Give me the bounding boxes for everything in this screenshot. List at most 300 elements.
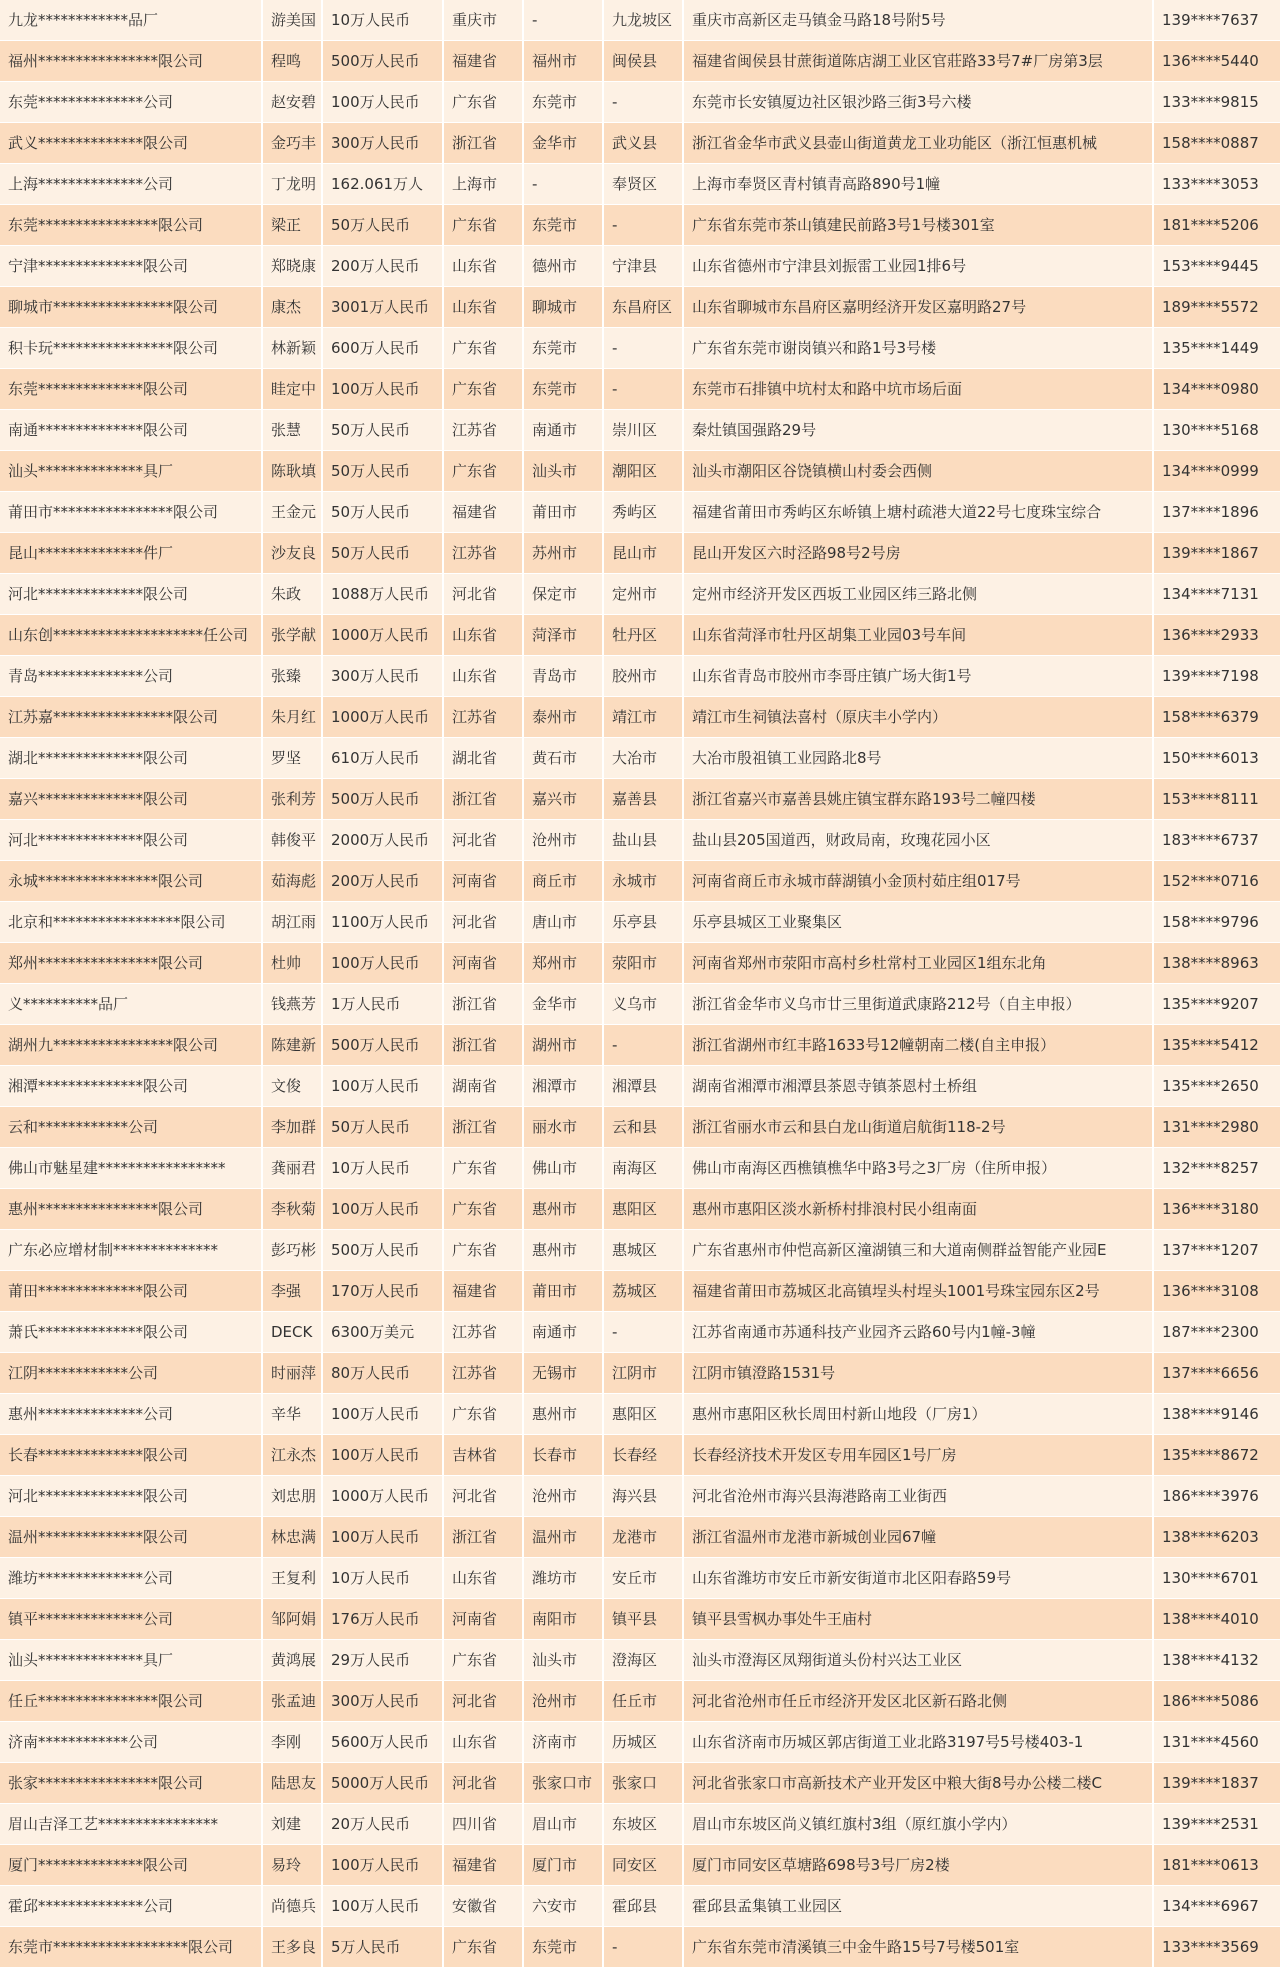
legal-person-cell: 陈建新 xyxy=(262,1025,322,1066)
address-cell: 浙江省金华市义乌市廿三里街道武康路212号（自主申报） xyxy=(683,984,1153,1025)
phone-cell: 181****5206 xyxy=(1153,205,1280,246)
district-cell: 张家口 xyxy=(603,1763,683,1804)
province-cell: 广东省 xyxy=(443,1148,523,1189)
phone-cell: 136****3180 xyxy=(1153,1189,1280,1230)
district-cell: 海兴县 xyxy=(603,1476,683,1517)
phone-cell: 153****8111 xyxy=(1153,779,1280,820)
table-row xyxy=(0,1681,1280,1722)
company-name-cell: 云和************公司 xyxy=(0,1107,262,1148)
legal-person-cell: 罗坚 xyxy=(262,738,322,779)
district-cell: - xyxy=(603,1312,683,1353)
company-name-cell: 永城****************限公司 xyxy=(0,861,262,902)
table-row xyxy=(0,0,1280,41)
address-cell: 惠州市惠阳区秋长周田村新山地段（厂房1） xyxy=(683,1394,1153,1435)
legal-person-cell: 钱燕芳 xyxy=(262,984,322,1025)
address-cell: 湖南省湘潭市湘潭县茶恩寺镇茶恩村土桥组 xyxy=(683,1066,1153,1107)
province-cell: 安徽省 xyxy=(443,1886,523,1927)
registered-capital-cell: 300万人民币 xyxy=(322,656,443,697)
table-row xyxy=(0,1353,1280,1394)
district-cell: 同安区 xyxy=(603,1845,683,1886)
district-cell: 荥阳市 xyxy=(603,943,683,984)
city-cell: 东莞市 xyxy=(523,205,603,246)
table-row xyxy=(0,164,1280,205)
phone-cell: 138****4132 xyxy=(1153,1640,1280,1681)
legal-person-cell: 尚德兵 xyxy=(262,1886,322,1927)
phone-cell: 153****9445 xyxy=(1153,246,1280,287)
company-name-cell: 惠州****************限公司 xyxy=(0,1189,262,1230)
address-cell: 河北省沧州市海兴县海港路南工业街西 xyxy=(683,1476,1153,1517)
province-cell: 福建省 xyxy=(443,492,523,533)
legal-person-cell: 李加群 xyxy=(262,1107,322,1148)
address-cell: 福建省莆田市秀屿区东峤镇上塘村疏港大道22号七度珠宝综合 xyxy=(683,492,1153,533)
phone-cell: 132****8257 xyxy=(1153,1148,1280,1189)
address-cell: 福建省闽侯县甘蔗街道陈店湖工业区官莊路33号7#厂房第3层 xyxy=(683,41,1153,82)
province-cell: 重庆市 xyxy=(443,0,523,41)
province-cell: 广东省 xyxy=(443,1189,523,1230)
province-cell: 山东省 xyxy=(443,246,523,287)
company-name-cell: 张家****************限公司 xyxy=(0,1763,262,1804)
phone-cell: 139****1867 xyxy=(1153,533,1280,574)
registered-capital-cell: 200万人民币 xyxy=(322,246,443,287)
phone-cell: 138****9146 xyxy=(1153,1394,1280,1435)
phone-cell: 187****2300 xyxy=(1153,1312,1280,1353)
table-row xyxy=(0,1148,1280,1189)
province-cell: 江苏省 xyxy=(443,1312,523,1353)
city-cell: 金华市 xyxy=(523,123,603,164)
company-name-cell: 东莞市******************限公司 xyxy=(0,1927,262,1968)
city-cell: 泰州市 xyxy=(523,697,603,738)
table-row xyxy=(0,1189,1280,1230)
address-cell: 汕头市潮阳区谷饶镇横山村委会西侧 xyxy=(683,451,1153,492)
phone-cell: 152****0716 xyxy=(1153,861,1280,902)
company-name-cell: 广东必应增材制************** xyxy=(0,1230,262,1271)
district-cell: 东坡区 xyxy=(603,1804,683,1845)
province-cell: 福建省 xyxy=(443,41,523,82)
province-cell: 浙江省 xyxy=(443,779,523,820)
city-cell: 东莞市 xyxy=(523,328,603,369)
registered-capital-cell: 200万人民币 xyxy=(322,861,443,902)
district-cell: 大冶市 xyxy=(603,738,683,779)
legal-person-cell: 胡江雨 xyxy=(262,902,322,943)
city-cell: 沧州市 xyxy=(523,1476,603,1517)
registered-capital-cell: 300万人民币 xyxy=(322,1681,443,1722)
city-cell: 南通市 xyxy=(523,410,603,451)
phone-cell: 135****8672 xyxy=(1153,1435,1280,1476)
phone-cell: 130****5168 xyxy=(1153,410,1280,451)
address-cell: 河南省商丘市永城市薛湖镇小金顶村茹庄组017号 xyxy=(683,861,1153,902)
city-cell: 惠州市 xyxy=(523,1394,603,1435)
city-cell: 佛山市 xyxy=(523,1148,603,1189)
registered-capital-cell: 100万人民币 xyxy=(322,1435,443,1476)
province-cell: 广东省 xyxy=(443,451,523,492)
table-row xyxy=(0,82,1280,123)
city-cell: 眉山市 xyxy=(523,1804,603,1845)
table-row xyxy=(0,1312,1280,1353)
company-name-cell: 武义**************限公司 xyxy=(0,123,262,164)
city-cell: 丽水市 xyxy=(523,1107,603,1148)
legal-person-cell: 时丽萍 xyxy=(262,1353,322,1394)
registered-capital-cell: 1000万人民币 xyxy=(322,697,443,738)
phone-cell: 133****3569 xyxy=(1153,1927,1280,1968)
city-cell: 沧州市 xyxy=(523,820,603,861)
registered-capital-cell: 300万人民币 xyxy=(322,123,443,164)
address-cell: 山东省青岛市胶州市李哥庄镇广场大街1号 xyxy=(683,656,1153,697)
phone-cell: 158****9796 xyxy=(1153,902,1280,943)
registered-capital-cell: 1万人民币 xyxy=(322,984,443,1025)
company-name-cell: 汕头**************具厂 xyxy=(0,451,262,492)
phone-cell: 158****6379 xyxy=(1153,697,1280,738)
city-cell: 湘潭市 xyxy=(523,1066,603,1107)
address-cell: 山东省潍坊市安丘市新安街道市北区阳春路59号 xyxy=(683,1558,1153,1599)
table-row xyxy=(0,451,1280,492)
province-cell: 吉林省 xyxy=(443,1435,523,1476)
company-name-cell: 济南************公司 xyxy=(0,1722,262,1763)
registered-capital-cell: 10万人民币 xyxy=(322,1148,443,1189)
company-name-cell: 温州**************限公司 xyxy=(0,1517,262,1558)
phone-cell: 138****8963 xyxy=(1153,943,1280,984)
legal-person-cell: 张孟迪 xyxy=(262,1681,322,1722)
province-cell: 山东省 xyxy=(443,1558,523,1599)
legal-person-cell: 易玲 xyxy=(262,1845,322,1886)
district-cell: 任丘市 xyxy=(603,1681,683,1722)
legal-person-cell: 眭定中 xyxy=(262,369,322,410)
district-cell: 惠阳区 xyxy=(603,1189,683,1230)
city-cell: 青岛市 xyxy=(523,656,603,697)
legal-person-cell: 江永杰 xyxy=(262,1435,322,1476)
registered-capital-cell: 1088万人民币 xyxy=(322,574,443,615)
address-cell: 盐山县205国道西，财政局南，玫瑰花园小区 xyxy=(683,820,1153,861)
phone-cell: 134****0980 xyxy=(1153,369,1280,410)
legal-person-cell: 杜帅 xyxy=(262,943,322,984)
address-cell: 浙江省金华市武义县壶山街道黄龙工业功能区（浙江恒惠机械 xyxy=(683,123,1153,164)
address-cell: 定州市经济开发区西坂工业园区纬三路北侧 xyxy=(683,574,1153,615)
province-cell: 河北省 xyxy=(443,902,523,943)
table-row xyxy=(0,1066,1280,1107)
registered-capital-cell: 500万人民币 xyxy=(322,779,443,820)
company-name-cell: 霍邱**************公司 xyxy=(0,1886,262,1927)
company-name-cell: 镇平**************公司 xyxy=(0,1599,262,1640)
table-row xyxy=(0,1722,1280,1763)
phone-cell: 135****2650 xyxy=(1153,1066,1280,1107)
province-cell: 广东省 xyxy=(443,1640,523,1681)
table-row xyxy=(0,1927,1280,1968)
city-cell: 南通市 xyxy=(523,1312,603,1353)
legal-person-cell: 李秋菊 xyxy=(262,1189,322,1230)
address-cell: 广东省东莞市茶山镇建民前路3号1号楼301室 xyxy=(683,205,1153,246)
table-row xyxy=(0,820,1280,861)
phone-cell: 158****0887 xyxy=(1153,123,1280,164)
table-row xyxy=(0,574,1280,615)
company-name-cell: 湘潭**************限公司 xyxy=(0,1066,262,1107)
province-cell: 河南省 xyxy=(443,1599,523,1640)
registered-capital-cell: 50万人民币 xyxy=(322,492,443,533)
district-cell: 义乌市 xyxy=(603,984,683,1025)
company-name-cell: 湖北**************限公司 xyxy=(0,738,262,779)
district-cell: 云和县 xyxy=(603,1107,683,1148)
address-cell: 山东省德州市宁津县刘振雷工业园1排6号 xyxy=(683,246,1153,287)
province-cell: 河北省 xyxy=(443,1763,523,1804)
table-row xyxy=(0,1271,1280,1312)
address-cell: 霍邱县孟集镇工业园区 xyxy=(683,1886,1153,1927)
legal-person-cell: 茹海彪 xyxy=(262,861,322,902)
city-cell: 惠州市 xyxy=(523,1189,603,1230)
district-cell: 闽侯县 xyxy=(603,41,683,82)
address-cell: 河北省张家口市高新技术产业开发区中粮大街8号办公楼二楼C xyxy=(683,1763,1153,1804)
legal-person-cell: 张学献 xyxy=(262,615,322,656)
table-row xyxy=(0,1476,1280,1517)
company-name-cell: 河北**************限公司 xyxy=(0,574,262,615)
company-name-cell: 惠州**************公司 xyxy=(0,1394,262,1435)
registered-capital-cell: 10万人民币 xyxy=(322,0,443,41)
phone-cell: 131****2980 xyxy=(1153,1107,1280,1148)
legal-person-cell: 张利芳 xyxy=(262,779,322,820)
province-cell: 山东省 xyxy=(443,1722,523,1763)
table-row xyxy=(0,779,1280,820)
city-cell: 沧州市 xyxy=(523,1681,603,1722)
company-name-cell: 福州****************限公司 xyxy=(0,41,262,82)
legal-person-cell: 龚丽君 xyxy=(262,1148,322,1189)
registered-capital-cell: 50万人民币 xyxy=(322,1107,443,1148)
address-cell: 河北省沧州市任丘市经济开发区北区新石路北侧 xyxy=(683,1681,1153,1722)
city-cell: 唐山市 xyxy=(523,902,603,943)
address-cell: 浙江省嘉兴市嘉善县姚庄镇宝群东路193号二幢四楼 xyxy=(683,779,1153,820)
table-row xyxy=(0,369,1280,410)
company-name-cell: 北京和*****************限公司 xyxy=(0,902,262,943)
province-cell: 广东省 xyxy=(443,1394,523,1435)
company-name-cell: 汕头**************具厂 xyxy=(0,1640,262,1681)
province-cell: 四川省 xyxy=(443,1804,523,1845)
district-cell: 历城区 xyxy=(603,1722,683,1763)
address-cell: 山东省菏泽市牡丹区胡集工业园03号车间 xyxy=(683,615,1153,656)
province-cell: 河南省 xyxy=(443,861,523,902)
district-cell: 澄海区 xyxy=(603,1640,683,1681)
address-cell: 大冶市殷祖镇工业园路北8号 xyxy=(683,738,1153,779)
district-cell: 胶州市 xyxy=(603,656,683,697)
address-cell: 靖江市生祠镇法喜村（原庆丰小学内） xyxy=(683,697,1153,738)
registered-capital-cell: 50万人民币 xyxy=(322,451,443,492)
table-row xyxy=(0,861,1280,902)
district-cell: 惠城区 xyxy=(603,1230,683,1271)
province-cell: 河北省 xyxy=(443,1681,523,1722)
registered-capital-cell: 50万人民币 xyxy=(322,205,443,246)
district-cell: - xyxy=(603,369,683,410)
phone-cell: 139****2531 xyxy=(1153,1804,1280,1845)
province-cell: 浙江省 xyxy=(443,1025,523,1066)
phone-cell: 137****1896 xyxy=(1153,492,1280,533)
province-cell: 山东省 xyxy=(443,656,523,697)
legal-person-cell: 刘建 xyxy=(262,1804,322,1845)
city-cell: 菏泽市 xyxy=(523,615,603,656)
district-cell: 昆山市 xyxy=(603,533,683,574)
province-cell: 浙江省 xyxy=(443,1107,523,1148)
company-name-cell: 东莞****************限公司 xyxy=(0,205,262,246)
table-row xyxy=(0,1845,1280,1886)
registered-capital-cell: 100万人民币 xyxy=(322,82,443,123)
company-name-cell: 任丘****************限公司 xyxy=(0,1681,262,1722)
table-row xyxy=(0,1230,1280,1271)
province-cell: 河北省 xyxy=(443,820,523,861)
legal-person-cell: 赵安碧 xyxy=(262,82,322,123)
district-cell: - xyxy=(603,328,683,369)
company-name-cell: 聊城市****************限公司 xyxy=(0,287,262,328)
registered-capital-cell: 100万人民币 xyxy=(322,1517,443,1558)
registered-capital-cell: 1100万人民币 xyxy=(322,902,443,943)
province-cell: 浙江省 xyxy=(443,123,523,164)
city-cell: 长春市 xyxy=(523,1435,603,1476)
province-cell: 山东省 xyxy=(443,615,523,656)
registered-capital-cell: 3001万人民币 xyxy=(322,287,443,328)
registered-capital-cell: 170万人民币 xyxy=(322,1271,443,1312)
province-cell: 江苏省 xyxy=(443,697,523,738)
address-cell: 惠州市惠阳区淡水新桥村排浪村民小组南面 xyxy=(683,1189,1153,1230)
registered-capital-cell: 29万人民币 xyxy=(322,1640,443,1681)
city-cell: 郑州市 xyxy=(523,943,603,984)
legal-person-cell: DECK xyxy=(262,1312,322,1353)
district-cell: 武义县 xyxy=(603,123,683,164)
registered-capital-cell: 100万人民币 xyxy=(322,1394,443,1435)
province-cell: 河南省 xyxy=(443,943,523,984)
city-cell: 济南市 xyxy=(523,1722,603,1763)
legal-person-cell: 韩俊平 xyxy=(262,820,322,861)
district-cell: - xyxy=(603,1927,683,1968)
address-cell: 东莞市石排镇中坑村太和路中坑市场后面 xyxy=(683,369,1153,410)
table-row xyxy=(0,1025,1280,1066)
phone-cell: 134****0999 xyxy=(1153,451,1280,492)
phone-cell: 186****5086 xyxy=(1153,1681,1280,1722)
district-cell: - xyxy=(603,82,683,123)
registered-capital-cell: 50万人民币 xyxy=(322,533,443,574)
legal-person-cell: 程鸣 xyxy=(262,41,322,82)
company-name-cell: 萧氏**************限公司 xyxy=(0,1312,262,1353)
company-name-cell: 莆田**************限公司 xyxy=(0,1271,262,1312)
address-cell: 浙江省温州市龙港市新城创业园67幢 xyxy=(683,1517,1153,1558)
province-cell: 福建省 xyxy=(443,1271,523,1312)
district-cell: 崇川区 xyxy=(603,410,683,451)
registered-capital-cell: 6300万美元 xyxy=(322,1312,443,1353)
registered-capital-cell: 500万人民币 xyxy=(322,41,443,82)
city-cell: 商丘市 xyxy=(523,861,603,902)
district-cell: 九龙坡区 xyxy=(603,0,683,41)
province-cell: 河北省 xyxy=(443,1476,523,1517)
city-cell: 张家口市 xyxy=(523,1763,603,1804)
registered-capital-cell: 1000万人民币 xyxy=(322,1476,443,1517)
phone-cell: 135****9207 xyxy=(1153,984,1280,1025)
table-row xyxy=(0,246,1280,287)
phone-cell: 186****3976 xyxy=(1153,1476,1280,1517)
registered-capital-cell: 10万人民币 xyxy=(322,1558,443,1599)
district-cell: 湘潭县 xyxy=(603,1066,683,1107)
company-name-cell: 厦门**************限公司 xyxy=(0,1845,262,1886)
phone-cell: 136****3108 xyxy=(1153,1271,1280,1312)
table-row xyxy=(0,697,1280,738)
address-cell: 长春经济技术开发区专用车园区1号厂房 xyxy=(683,1435,1153,1476)
address-cell: 秦灶镇国强路29号 xyxy=(683,410,1153,451)
address-cell: 镇平县雪枫办事处牛王庙村 xyxy=(683,1599,1153,1640)
city-cell: 金华市 xyxy=(523,984,603,1025)
province-cell: 湖北省 xyxy=(443,738,523,779)
address-cell: 重庆市高新区走马镇金马路18号附5号 xyxy=(683,0,1153,41)
address-cell: 广东省惠州市仲恺高新区潼湖镇三和大道南侧群益智能产业园E xyxy=(683,1230,1153,1271)
address-cell: 广东省东莞市清溪镇三中金牛路15号7号楼501室 xyxy=(683,1927,1153,1968)
address-cell: 眉山市东坡区尚义镇红旗村3组（原红旗小学内） xyxy=(683,1804,1153,1845)
company-name-cell: 眉山吉泽工艺**************** xyxy=(0,1804,262,1845)
table-row xyxy=(0,615,1280,656)
district-cell: - xyxy=(603,205,683,246)
company-name-cell: 青岛**************公司 xyxy=(0,656,262,697)
province-cell: 江苏省 xyxy=(443,1353,523,1394)
legal-person-cell: 王复利 xyxy=(262,1558,322,1599)
district-cell: 永城市 xyxy=(603,861,683,902)
legal-person-cell: 陆思友 xyxy=(262,1763,322,1804)
legal-person-cell: 梁正 xyxy=(262,205,322,246)
table-row xyxy=(0,123,1280,164)
city-cell: 黄石市 xyxy=(523,738,603,779)
legal-person-cell: 陈耿填 xyxy=(262,451,322,492)
legal-person-cell: 文俊 xyxy=(262,1066,322,1107)
legal-person-cell: 辛华 xyxy=(262,1394,322,1435)
table-row xyxy=(0,492,1280,533)
company-name-cell: 江苏嘉****************限公司 xyxy=(0,697,262,738)
company-name-cell: 昆山**************件厂 xyxy=(0,533,262,574)
district-cell: 江阴市 xyxy=(603,1353,683,1394)
address-cell: 山东省济南市历城区郭店街道工业北路3197号5号楼403-1 xyxy=(683,1722,1153,1763)
legal-person-cell: 邹阿娟 xyxy=(262,1599,322,1640)
company-name-cell: 佛山市魅星建***************** xyxy=(0,1148,262,1189)
legal-person-cell: 黄鸿展 xyxy=(262,1640,322,1681)
phone-cell: 131****4560 xyxy=(1153,1722,1280,1763)
province-cell: 广东省 xyxy=(443,205,523,246)
province-cell: 上海市 xyxy=(443,164,523,205)
table-row xyxy=(0,656,1280,697)
company-name-cell: 宁津**************限公司 xyxy=(0,246,262,287)
address-cell: 江苏省南通市苏通科技产业园齐云路60号内1幢-3幢 xyxy=(683,1312,1153,1353)
company-name-cell: 义**********品厂 xyxy=(0,984,262,1025)
registered-capital-cell: 100万人民币 xyxy=(322,943,443,984)
registered-capital-cell: 100万人民币 xyxy=(322,1066,443,1107)
legal-person-cell: 林忠满 xyxy=(262,1517,322,1558)
registered-capital-cell: 162.061万人 xyxy=(322,164,443,205)
phone-cell: 150****6013 xyxy=(1153,738,1280,779)
address-cell: 浙江省湖州市红丰路1633号12幢朝南二楼(自主申报） xyxy=(683,1025,1153,1066)
legal-person-cell: 刘忠朋 xyxy=(262,1476,322,1517)
registered-capital-cell: 100万人民币 xyxy=(322,1886,443,1927)
registered-capital-cell: 600万人民币 xyxy=(322,328,443,369)
legal-person-cell: 康杰 xyxy=(262,287,322,328)
city-cell: 东莞市 xyxy=(523,369,603,410)
district-cell: 盐山县 xyxy=(603,820,683,861)
company-name-cell: 东莞**************限公司 xyxy=(0,369,262,410)
province-cell: 河北省 xyxy=(443,574,523,615)
phone-cell: 134****7131 xyxy=(1153,574,1280,615)
legal-person-cell: 林新颖 xyxy=(262,328,322,369)
district-cell: 宁津县 xyxy=(603,246,683,287)
province-cell: 江苏省 xyxy=(443,533,523,574)
province-cell: 浙江省 xyxy=(443,1517,523,1558)
company-name-cell: 山东创********************任公司 xyxy=(0,615,262,656)
phone-cell: 137****6656 xyxy=(1153,1353,1280,1394)
legal-person-cell: 金巧丰 xyxy=(262,123,322,164)
city-cell: 福州市 xyxy=(523,41,603,82)
city-cell: - xyxy=(523,164,603,205)
table-row xyxy=(0,41,1280,82)
table-row xyxy=(0,984,1280,1025)
company-name-cell: 河北**************限公司 xyxy=(0,1476,262,1517)
district-cell: 东昌府区 xyxy=(603,287,683,328)
legal-person-cell: 郑晓康 xyxy=(262,246,322,287)
table-row xyxy=(0,1517,1280,1558)
legal-person-cell: 丁龙明 xyxy=(262,164,322,205)
company-name-cell: 积卡玩****************限公司 xyxy=(0,328,262,369)
